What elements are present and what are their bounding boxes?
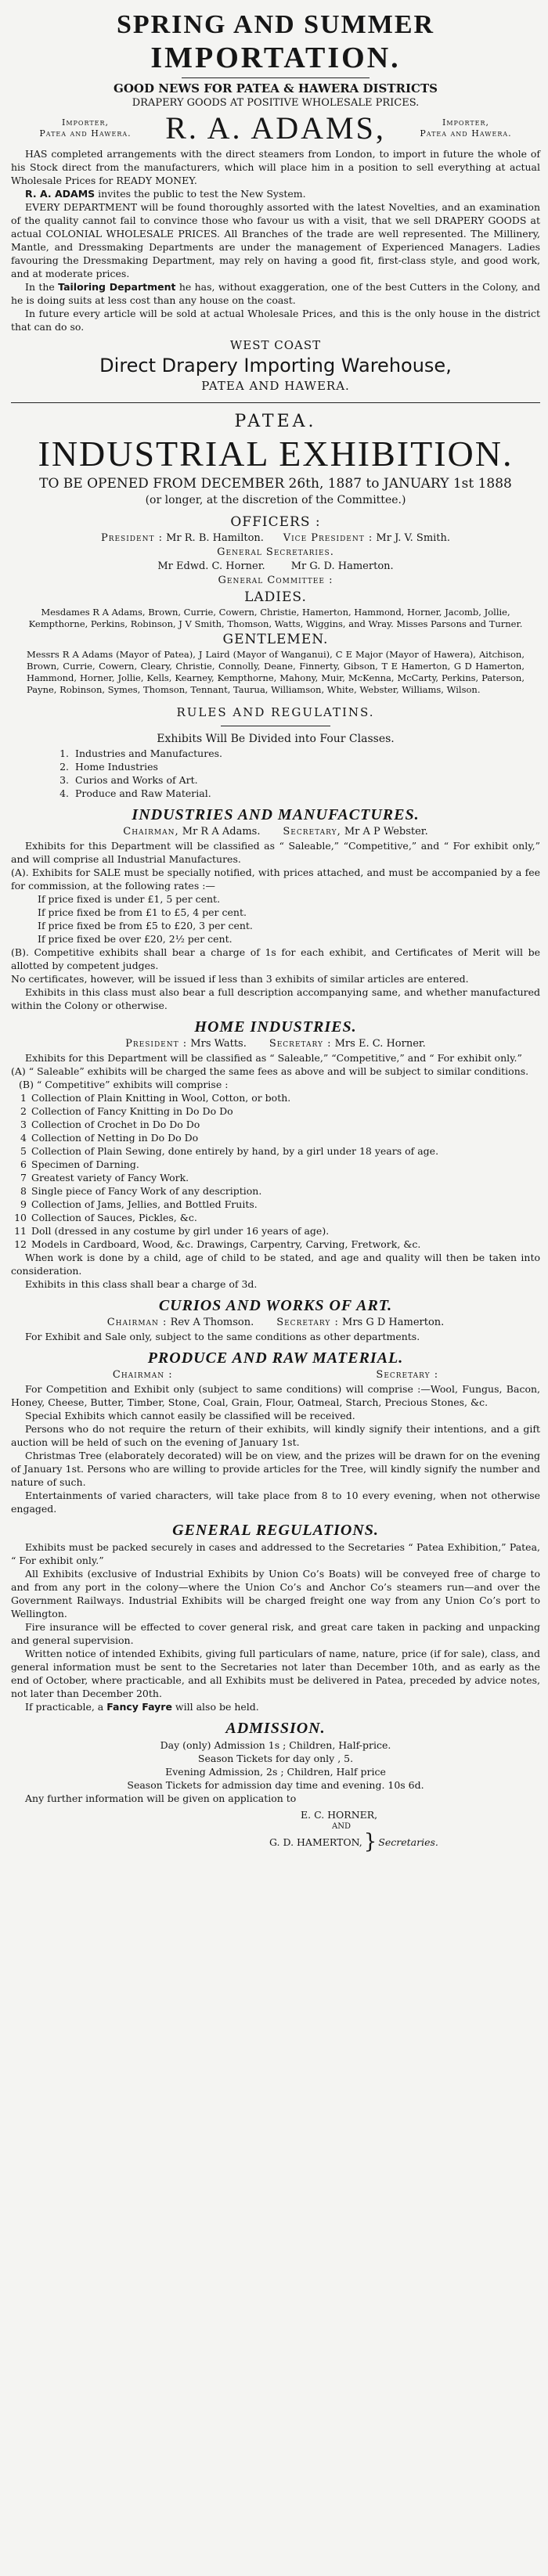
home-title: HOME INDUSTRIES. (194, 1018, 357, 1036)
produce-paragraph: Persons who do not require the return of their exhibits, will kindly signify their intentions, and a gift auction will be held of such on the evening of January 1st. (11, 1423, 540, 1448)
exhibition-dates: TO BE OPENED FROM DECEMBER 26th, 1887 to JANUARY 1st 1888 (39, 476, 512, 492)
general-paragraph: Fire insurance will be effected to cover general risk, and great care taken in packing and unpacking and general supervision. (11, 1621, 540, 1646)
advert-paragraph: In future every article will be sold at actual Wholesale Prices, and this is the only house in the district that can do so. (11, 308, 540, 333)
admission-line: Season Tickets for admission day time and evening. 10s 6d. (127, 1779, 424, 1791)
ladies-list: Mesdames R A Adams, Brown, Currie, Cowern, Christie, Hamerton, Hammond, Horner, Jacomb, Jollie, Kempthorne, Perkins, Robinson, J V Smith, Thomson, Watts, Wiggins, and Wray. Misses Parsons and Turner. (28, 607, 523, 629)
home-paragraph: When work is done by a child, age of child to be stated, and age and quality will then be taken into consideration. (11, 1252, 540, 1277)
general-paragraph: Exhibits must be packed securely in cases and addressed to the Secretaries “ Patea Exhibition,” Patea, “ For exhibit only.” (11, 1541, 540, 1566)
list-item: If price fixed be from £1 to £5, 4 per cent. (38, 906, 247, 918)
section-divider (11, 402, 540, 403)
produce-paragraph: Christmas Tree (elaborately decorated) will be on view, and the prizes will be drawn for on the evening of January 1st. Persons who are willing to provide articles for the Tree, will kindly signify the number and nature of such. (11, 1450, 540, 1488)
competitive-list: 1 Collection of Plain Knitting in Wool, Cotton, or both. 2 Collection of Fancy Knitting in Do Do Do 3 Collection of Crochet in Do Do Do 4 Collection of Netting in Do Do Do 5 Collection of Plain Sewing, done entirely by hand, by a girl under 18 years of age. 6 Specimen of Darning. 7 Greatest variety of Fancy Work. 8 Single piece of Fancy Work of any description. 9 Collection of Jams, Jellies, and Bottled Fruits. 10 Collection of Sauces, Pickles, &c. 11 Doll (dressed in any costume by girl under 16 years of age). 12 Models in Cardboard, Wood, &c. Drawings, Carpentry, Carving, Fretwork, &c. (11, 1091, 540, 1251)
divider (182, 77, 370, 78)
produce-paragraph: Entertainments of varied characters, will take place from 8 to 10 every evening, when not otherwise engaged. (11, 1490, 540, 1515)
curios-section (11, 1295, 540, 1343)
home-paragraph: (B) “ Competitive” exhibits will comprise : (19, 1079, 229, 1090)
list-item: If price fixed is under £1, 5 per cent. (38, 893, 221, 905)
warehouse-places: PATEA AND HAWERA. (201, 379, 350, 393)
curios-paragraph: For Exhibit and Sale only, subject to the same conditions as other departments. (25, 1331, 420, 1342)
four-classes-heading: Exhibits Will Be Divided into Four Classes. (157, 733, 395, 745)
list-item: Single piece of Fancy Work of any description. (31, 1185, 262, 1197)
list-item: 3. Curios and Works of Art. (59, 774, 198, 786)
list-item: If price fixed be over £20, 2½ per cent. (38, 933, 233, 945)
advert-title-line1: SPRING AND SUMMER (116, 10, 435, 39)
importer-row (11, 111, 540, 146)
good-news-heading: GOOD NEWS FOR PATEA & HAWERA DISTRICTS (114, 81, 438, 95)
spring-summer-advert (11, 9, 540, 395)
produce-paragraph: For Competition and Exhibit only (subject to same conditions) will comprise :—Wool, Fungus, Bacon, Honey, Cheese, Butter, Timber, Stone, Coal, Grain, Flour, Oatmeal, Starch, Precious Stones, &c. (11, 1383, 540, 1408)
home-industries-section (11, 1017, 540, 1291)
general-title: GENERAL REGULATIONS. (172, 1522, 379, 1539)
produce-title: PRODUCE AND RAW MATERIAL. (147, 1349, 404, 1367)
admission-title: ADMISSION. (225, 1720, 326, 1737)
advert-paragraph: HAS completed arrangements with the direct steamers from London, to import in future the whole of his Stock direct from the manufacturers, which will place him in a position to sell everything at actual Wholesale Prices for READY MONEY. (11, 148, 540, 186)
list-item: 1. Industries and Manufactures. (59, 748, 222, 759)
industries-section (11, 805, 540, 1012)
advert-paragraph: EVERY DEPARTMENT will be found thoroughly assorted with the latest Novelties, and an examination of the quality cannot fail to convince those who favour us with a visit, that we sell DRAPERY GOODS at actual COLONIAL WHOLESALE PRICES. All Branches of the trade are well represented. The Millinery, Mantle, and Dressmaking Departments are under the management of Experienced Managers. Ladies favouring the Dressmaking Department, may rely on having a good fit, first-class style, and good work, and at moderate prices. (11, 201, 540, 279)
general-committee-label: General Committee : (218, 575, 333, 586)
industries-paragraph: No certificates, however, will be issued if less than 3 exhibits of similar articles are entered. (11, 973, 469, 985)
ladies-heading: LADIES. (244, 589, 307, 605)
produce-officers: Chairman : Secretary : (112, 1369, 439, 1381)
exhibition-title: INDUSTRIAL EXHIBITION. (38, 434, 514, 474)
industries-paragraph: (B). Competitive exhibits shall bear a charge of 1s for each exhibit, and Certificates of Merit will be allotted by competent judges. (11, 946, 540, 971)
industries-paragraph: (A). Exhibits for SALE must be specially notified, with prices attached, and must be accompanied by a fee for commission, at the following rates :— (11, 866, 540, 892)
home-paragraph: (A) “ Saleable” exhibits will be charged the same fees as above and will be subject to similar conditions. (11, 1065, 529, 1077)
admission-section (11, 1718, 540, 1852)
general-secretaries-label: General Secretaries. (217, 546, 334, 558)
produce-paragraph: Special Exhibits which cannot easily be classified will be received. (25, 1410, 355, 1421)
officers-heading: OFFICERS : (230, 514, 321, 530)
list-item: 4. Produce and Raw Material. (59, 787, 211, 799)
admission-line: Day (only) Admission 1s ; Children, Half-price. (160, 1739, 391, 1751)
admission-line: Evening Admission, 2s ; Children, Half price (165, 1766, 386, 1778)
warehouse-name: Direct Drapery Importing Warehouse, (99, 355, 452, 376)
list-item: Doll (dressed in any costume by girl under 16 years of age). (31, 1225, 330, 1237)
exhibition-discretion: (or longer, at the discretion of the Committee.) (145, 494, 406, 506)
list-item: Collection of Crochet in Do Do Do (31, 1119, 200, 1130)
rules-heading: RULES AND REGULATINS. (176, 705, 375, 719)
list-item: 2. Home Industries (59, 761, 158, 773)
class-list (11, 747, 540, 800)
curios-officers: Chairman : Rev A Thomson. Secretary : Mrs G D Hamerton. (106, 1317, 445, 1328)
list-item: Collection of Plain Knitting in Wool, Cotton, or both. (31, 1092, 291, 1104)
advert-paragraph: R. A. ADAMS invites the public to test the New System. (25, 188, 306, 200)
list-item: Collection of Jams, Jellies, and Bottled Fruits. (31, 1198, 258, 1210)
president-line: President : Mr R. B. Hamilton. Vice President : Mr J. V. Smith. (100, 532, 451, 544)
general-paragraph: Written notice of intended Exhibits, giving full particulars of name, nature, price (if for sale), class, and general information must be sent to the Secretaries not later than December 10th, and as early as the end of October, where practicable, and all Exhibits must be delivered in Patea, preceded by advice notes, not later than December 20th. (11, 1648, 540, 1699)
gentlemen-heading: GENTLEMEN. (222, 632, 329, 647)
signature-block: E. C. HORNER, AND G. D. HAMERTON, } Secretaries. (269, 1809, 438, 1854)
drapery-line: DRAPERY GOODS AT POSITIVE WHOLESALE PRICES. (132, 97, 420, 109)
list-item: Greatest variety of Fancy Work. (31, 1172, 189, 1184)
home-officers: President : Mrs Watts. Secretary : Mrs E. C. Horner. (125, 1038, 426, 1050)
commission-rates (11, 892, 540, 946)
curios-title: CURIOS AND WORKS OF ART. (158, 1297, 393, 1314)
merchant-name: R. A. ADAMS, (165, 110, 386, 146)
gentlemen-list: Messrs R A Adams (Mayor of Patea), J Laird (Mayor of Wanganui), C E Major (Mayor of Hawera), Aitchison, Brown, Currie, Cowern, Cleary, Christie, Connolly, Deane, Finnerty, Gibson, T E Hamerton, G D Hamerton, Hammond, Horner, Jollie, Kells, Kearney, Kempthorne, Mahony, Muir, McKenna, McCarty, Perkins, Paterson, Payne, Robinson, Symes, Thomson, Tennant, Taurua, Williamson, White, Webster, Williams, Wilson. (27, 649, 525, 695)
general-regulations-section (11, 1520, 540, 1713)
industries-officers: Chairman, Mr R A Adams. Secretary, Mr A P Webster. (123, 826, 428, 838)
admission-line: Any further information will be given on application to (25, 1792, 297, 1804)
list-item: Collection of Sauces, Pickles, &c. (31, 1212, 197, 1223)
list-item: Collection of Netting in Do Do Do (31, 1132, 199, 1144)
admission-line: Season Tickets for day only , 5. (197, 1753, 354, 1764)
advert-paragraph: In the Tailoring Department he has, without exaggeration, one of the best Cutters in the Colony, and he is doing suits at less cost than any house on the coast. (11, 281, 540, 306)
town-heading: PATEA. (234, 412, 317, 431)
importer-right: Importer, Patea and Hawera. (420, 117, 512, 139)
general-paragraph: All Exhibits (exclusive of Industrial Exhibits by Union Co’s Boats) will be conveyed free of charge to and from any port in the colony—where the Union Co’s and Anchor Co’s steamers run—and over the Government Railways. Industrial Exhibits will be charged freight one way from any Union Co’s port to Wellington. (11, 1568, 540, 1619)
industries-paragraph: Exhibits in this class must also bear a full description accompanying same, and whether manufactured within the Colony or otherwise. (11, 986, 540, 1011)
list-item: Collection of Plain Sewing, done entirely by hand, by a girl under 18 years of age. (31, 1145, 439, 1157)
home-paragraph: Exhibits in this class shall bear a charge of 3d. (25, 1278, 258, 1290)
industries-paragraph: Exhibits for this Department will be classified as “ Saleable,” “Competitive,” and “ For exhibit only,” and will comprise all Industrial Manufactures. (11, 840, 540, 865)
advert-title-line2: IMPORTATION. (150, 41, 401, 74)
exhibition-notice (11, 411, 540, 800)
home-paragraph: Exhibits for this Department will be classified as “ Saleable,” “Competitive,” and “ For exhibit only.” (25, 1052, 522, 1064)
list-item: Collection of Fancy Knitting in Do Do Do (31, 1105, 233, 1117)
importer-left: Importer, Patea and Hawera. (39, 117, 132, 139)
west-coast: WEST COAST (229, 338, 322, 352)
general-paragraph: If practicable, a Fancy Fayre will also be held. (25, 1701, 259, 1713)
industries-title: INDUSTRIES AND MANUFACTURES. (132, 806, 420, 823)
list-item: Models in Cardboard, Wood, &c. Drawings, Carpentry, Carving, Fretwork, &c. (31, 1238, 421, 1250)
list-item: Specimen of Darning. (31, 1158, 139, 1170)
list-item: If price fixed be from £5 to £20, 3 per cent. (38, 920, 253, 931)
secretaries-line: Mr Edwd. C. Horner. Mr G. D. Hamerton. (157, 560, 394, 572)
produce-section (11, 1348, 540, 1515)
